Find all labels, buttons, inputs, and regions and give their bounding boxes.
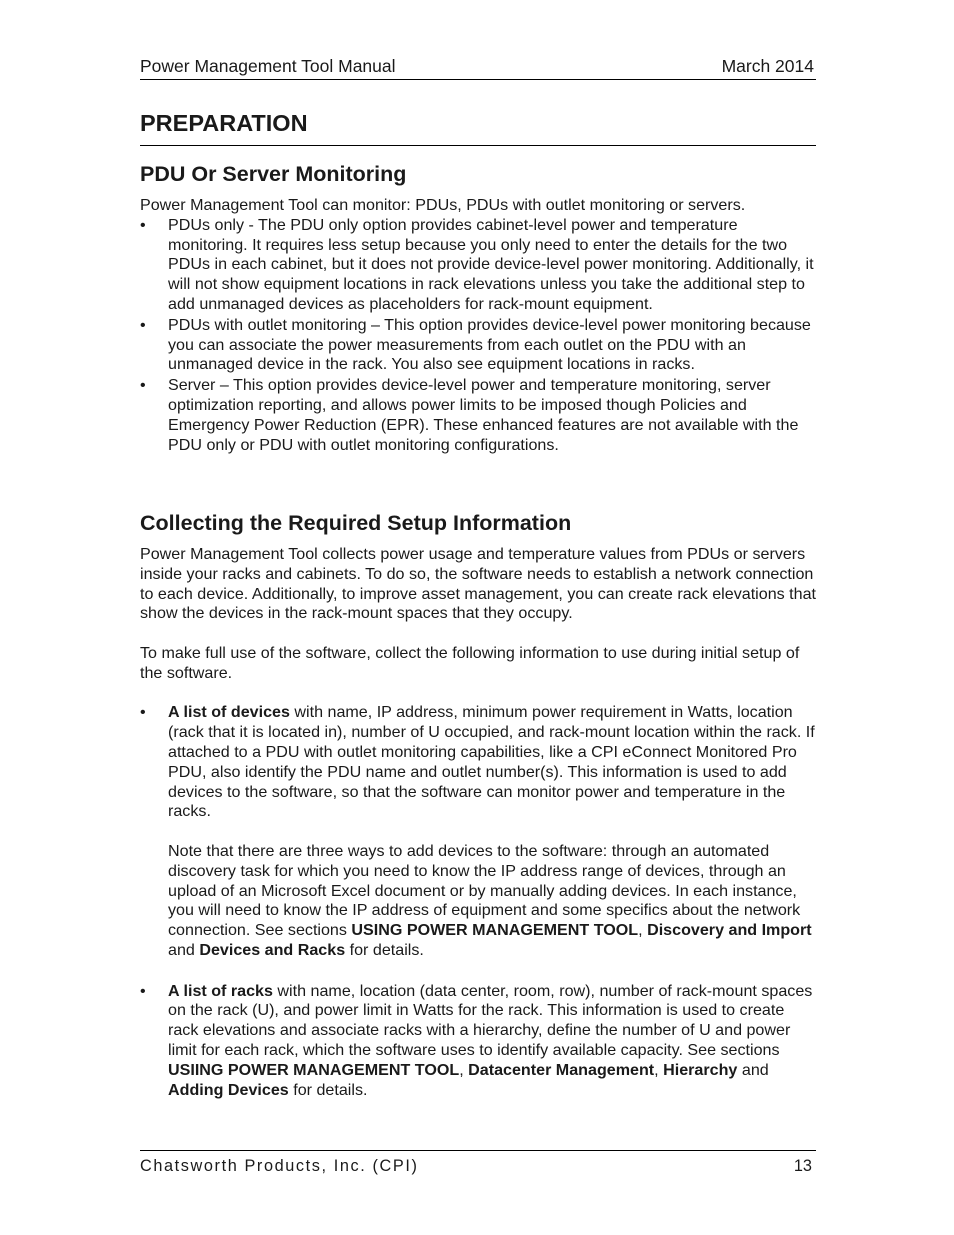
list-item bbox=[140, 376, 816, 455]
devices-note bbox=[168, 842, 816, 961]
separator-text: and bbox=[737, 1060, 769, 1079]
devices-label: A list of devices bbox=[168, 703, 290, 722]
list-item-text: PDUs only - The PDU only option provides cabinet-level power and temperature monitoring. It requires less setup because you only need to enter the details for the two PDUs in each cabinet, but it does not provide device-level power monitoring. Additionally, it will not show equipment locations in rack elevations unless you take the additional step to add unmanaged devices as placeholders for rack-mount equipment. bbox=[168, 215, 814, 313]
page-header bbox=[140, 56, 816, 78]
list-item-devices bbox=[140, 703, 816, 960]
devices-note-text: Note that there are three ways to add devices to the software: through an automated discovery task for which you need to know the IP address range of devices, through an upload of an Microsoft Excel document or by manually adding devices. In each instance, you will need to know the IP address of equipment and some specifics about the network connection. See sections bbox=[168, 841, 801, 940]
pdu-intro: Power Management Tool can monitor: PDUs, PDUs with outlet monitoring or servers. bbox=[140, 196, 746, 214]
bullet-icon: • bbox=[140, 215, 146, 234]
list-item bbox=[140, 316, 816, 375]
section-ref: Adding Devices bbox=[168, 1080, 289, 1099]
section-title: PREPARATION bbox=[140, 110, 308, 136]
setup-section-body bbox=[140, 545, 816, 1100]
separator-text: , bbox=[638, 921, 648, 940]
header-rule bbox=[140, 79, 816, 80]
section-ref: USING POWER MANAGEMENT TOOL bbox=[351, 921, 639, 940]
footer-rule bbox=[140, 1150, 816, 1151]
list-item-text: PDUs with outlet monitoring – This option provides device-level power monitoring because you can associate the power measurements from each outlet on the PDU with an unmanaged device in the rack. You also see equipment locations in racks. bbox=[168, 315, 811, 374]
setup-paragraph-2: To make full use of the software, collect the following information to use during initial setup of the software. bbox=[140, 643, 800, 682]
section-rule bbox=[140, 145, 816, 146]
page-number: 13 bbox=[793, 1157, 812, 1175]
section-ref: Hierarchy bbox=[663, 1060, 738, 1079]
devices-text: with name, IP address, minimum power requirement in Watts, location (rack that it is located in), number of U occupied, and rack-mount location within the rack. If attached to a PDU with outlet monitoring capabilities, like a CPI eConnect Monitored Pro PDU, also identify the PDU name and outlet number(s). This information is used to add devices to the software, so that the software can monitor power and temperature in the racks. bbox=[168, 703, 815, 821]
list-item bbox=[140, 216, 816, 315]
list-item-text: Server – This option provides device-level power and temperature monitoring, server optimization reporting, and allows power limits to be imposed though Policies and Emergency Power Reduction (EPR). These enhanced features are not available with the PDU only or PDU with outlet monitoring configurations. bbox=[168, 376, 799, 454]
setup-requirements-list bbox=[140, 703, 816, 1100]
company-name: Chatsworth Products, Inc. (CPI) bbox=[140, 1157, 419, 1175]
publication-date: March 2014 bbox=[721, 56, 814, 76]
pdu-options-list bbox=[140, 216, 816, 456]
section-ref: Datacenter Management bbox=[468, 1060, 655, 1079]
separator-text: , bbox=[654, 1060, 664, 1079]
racks-label: A list of racks bbox=[168, 981, 273, 1000]
pdu-heading: PDU Or Server Monitoring bbox=[140, 162, 407, 186]
pdu-section-body bbox=[140, 196, 816, 455]
devices-paragraph bbox=[168, 703, 816, 822]
racks-text: with name, location (data center, room, row), number of rack-mount spaces on the rack (U), and power limit in Watts for the rack. This information is used to create rack elevations and associate racks with a hierarchy, define the number of U and power limit for each rack, which the software uses to identify available capacity. See sections bbox=[168, 981, 813, 1059]
section-ref: USIING POWER MANAGEMENT TOOL bbox=[168, 1060, 460, 1079]
setup-paragraph-1: Power Management Tool collects power usage and temperature values from PDUs or servers inside your racks and cabinets. To do so, the software needs to establish a network connection to each device. Additionally, to improve asset management, you can create rack elevations that show the devices in the rack-mount spaces that they occupy. bbox=[140, 545, 817, 623]
section-ref: Devices and Racks bbox=[199, 940, 346, 959]
bullet-icon: • bbox=[140, 376, 146, 395]
devices-note-tail: for details. bbox=[345, 940, 424, 959]
racks-tail: for details. bbox=[288, 1080, 368, 1099]
list-item-racks bbox=[140, 982, 816, 1101]
separator-text: and bbox=[168, 940, 200, 959]
separator-text: , bbox=[459, 1060, 469, 1079]
bullet-icon: • bbox=[140, 315, 146, 334]
racks-paragraph bbox=[168, 982, 816, 1101]
section-ref: Discovery and Import bbox=[647, 921, 812, 940]
setup-heading: Collecting the Required Setup Information bbox=[140, 511, 572, 535]
bullet-icon: • bbox=[140, 981, 146, 1000]
manual-title: Power Management Tool Manual bbox=[140, 56, 396, 76]
bullet-icon: • bbox=[140, 703, 146, 722]
